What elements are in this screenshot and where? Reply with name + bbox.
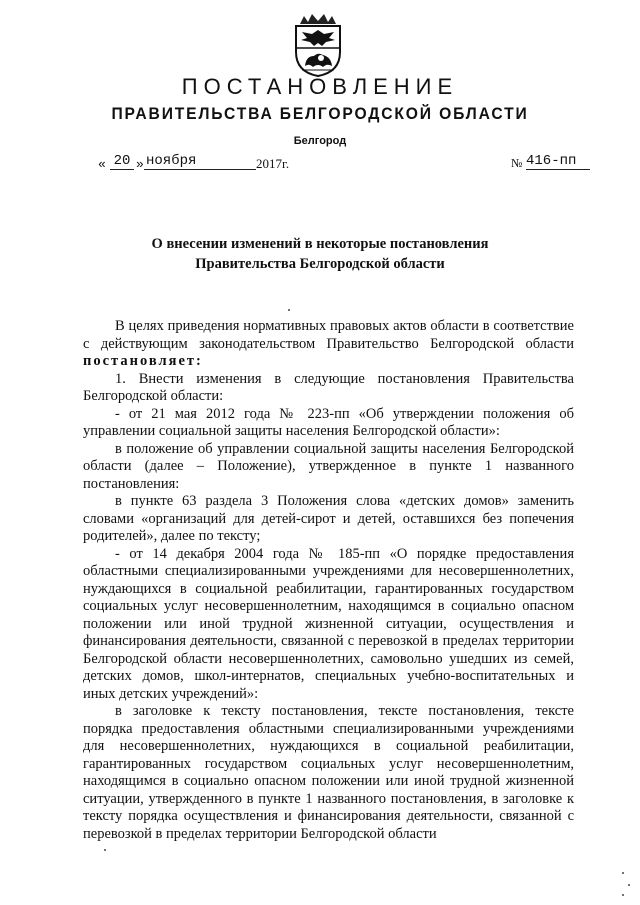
- date-day: 20: [110, 153, 134, 170]
- date-number-line: [98, 153, 598, 175]
- preamble-text: В целях приведения нормативных правовых актов области в соответствие с действующим законодательством Правительство Белгородской области: [83, 318, 574, 352]
- issuing-body-title: ПРАВИТЕЛЬСТВА БЕЛГОРОДСКОЙ ОБЛАСТИ: [111, 104, 529, 123]
- scan-speck: [288, 309, 290, 311]
- date-year: 2017г.: [256, 156, 290, 171]
- paragraph-point-63: в пункте 63 раздела 3 Положения слова «детских домов» заменить словами «организаций для детей-сирот и детей, оставшихся без попечения родителей», далее по тексту;: [83, 493, 574, 544]
- preamble-emphasis: постановляет:: [83, 353, 203, 369]
- number-label: №: [511, 156, 523, 170]
- scan-speck: [622, 872, 624, 874]
- scan-speck: [628, 884, 630, 886]
- date-month: ноября: [144, 153, 256, 170]
- heading-line-2: Правительства Белгородской области: [195, 256, 445, 272]
- date-open-quote: «: [98, 157, 106, 172]
- document-body: [83, 318, 574, 843]
- paragraph-resolution-223: - от 21 мая 2012 года № 223-пп «Об утверждении положения об управлении социальной защиты населения Белгородской области»:: [83, 405, 574, 439]
- document-heading: [0, 234, 640, 274]
- date-close-quote: »: [136, 157, 144, 172]
- scan-speck: [104, 849, 106, 851]
- paragraph-resolution-185: - от 14 декабря 2004 года № 185-пп «О порядке предоставления областными специализированными учреждениями для несовершеннолетних, нуждающихся в социальной реабилитации, гарантированных государством социальных услуг несовершеннолетним, находящимся в социально опасном положении или иной трудной жизненной ситуации, осуществления и финансирования деятельности, связанной с перевозкой в пределах территории Белгородской области несовершеннолетних, самовольно ушедших из семей, детских домов, школ-интернатов, специальных учебно-воспитательных и иных детских учреждений»:: [83, 545, 574, 702]
- paragraph-title-changes: в заголовке к тексту постановления, тексте постановления, тексте порядка предоставления областными специализированными учреждениями для несовершеннолетних, нуждающихся в социальной реабилитации, гарантированных государством социальных услуг несовершеннолетним, находящимся в социально опасном положении или иной трудной жизненной ситуации, утвержденного в пункте 1 названного постановления, в заголовке к тексту порядка осуществления и финансирования деятельности, связанной с перевозкой в пределах территории Белгородской области: [83, 703, 574, 842]
- paragraph-regulation: в положение об управлении социальной защиты населения Белгородской области (далее – Положение), утвержденное в пункте 1 названного постановления:: [83, 440, 574, 492]
- paragraph-item-1: 1. Внести изменения в следующие постановления Правительства Белгородской области:: [83, 370, 574, 404]
- coat-of-arms-icon: [288, 12, 348, 78]
- document-number: 416-пп: [526, 153, 590, 170]
- city-name: Белгород: [293, 135, 347, 147]
- scan-speck: [622, 894, 624, 896]
- paragraph-preamble: [83, 318, 574, 371]
- heading-line-1: О внесении изменений в некоторые постановления: [151, 236, 489, 252]
- document-type-title: ПОСТАНОВЛЕНИЕ: [181, 74, 459, 99]
